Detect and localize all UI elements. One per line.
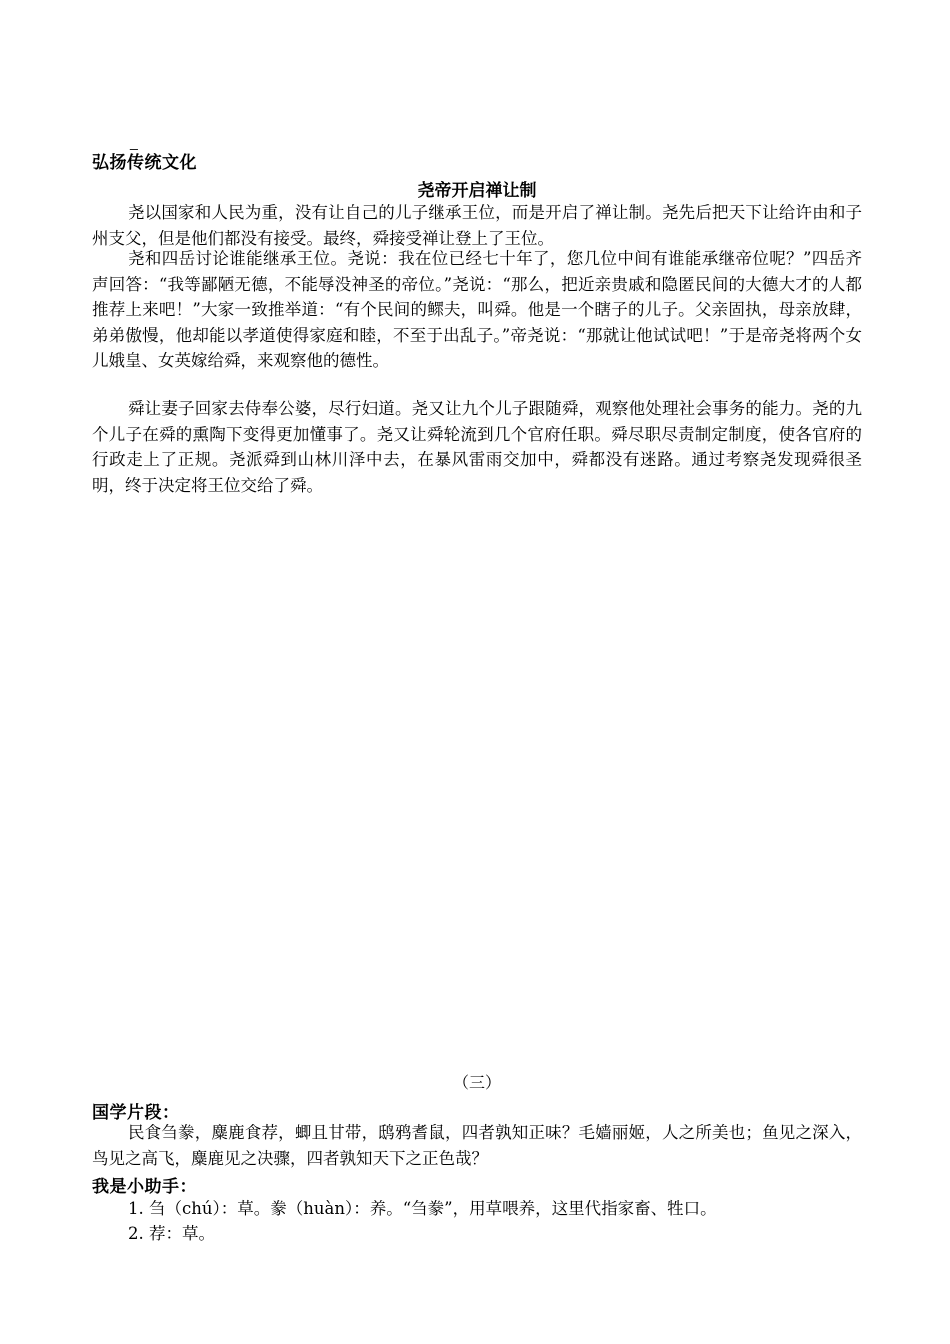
article-paragraph-2: 尧和四岳讨论谁能继承王位。尧说：我在位已经七十年了，您几位中间有谁能承继帝位呢？”四岳齐声回答：“我等鄙陋无德，不能辱没神圣的帝位。”尧说：“那么，把近亲贵戚和隐匿民间的大德大才的人都推荐上来吧！”大家一致推举道：“有个民间的鳏夫，叫舜。他是一个瞎子的儿子。父亲固执，母亲放肆，弟弟傲慢，他却能以孝道使得家庭和睦，不至于出乱子。”帝尧说：“那就让他试试吧！”于是帝尧将两个女儿娥皇、女英嫁给舜，来观察他的德性。 <box>92 249 862 370</box>
guoxue-heading: 国学片段： <box>92 1103 180 1123</box>
section-heading: 弘扬传统文化 <box>92 153 197 173</box>
guoxue-text: 民食刍豢，麋鹿食荐，蝍且甘带，鸱鸦耆鼠，四者孰知正味？毛嫱丽姬，人之所美也；鱼见之深入，鸟见之高飞，麋鹿见之决骤，四者孰知天下之正色哉？ <box>92 1123 862 1168</box>
article-title: 尧帝开启禅让制 <box>417 181 537 201</box>
helper-item-2: 2. 荐：草。 <box>128 1224 215 1243</box>
helper-item-1: 1. 刍（chú）：草。豢（huàn）：养。“刍豢”，用草喂养，这里代指家畜、牲口。 <box>128 1199 717 1218</box>
helper-heading: 我是小助手： <box>92 1177 197 1197</box>
top-marker: _ <box>130 134 138 150</box>
article-paragraph-1: 尧以国家和人民为重，没有让自己的儿子继承王位，而是开启了禅让制。尧先后把天下让给许由和子州支父，但是他们都没有接受。最终，舜接受禅让登上了王位。 <box>92 203 862 248</box>
part-label: （三） <box>452 1073 501 1092</box>
article-paragraph-3: 舜让妻子回家去侍奉公婆，尽行妇道。尧又让九个儿子跟随舜，观察他处理社会事务的能力。尧的九个儿子在舜的熏陶下变得更加懂事了。尧又让舜轮流到几个官府任职。舜尽职尽责制定制度，使各官府的行政走上了正规。尧派舜到山林川泽中去，在暴风雷雨交加中，舜都没有迷路。通过考察尧发现舜很圣明，终于决定将王位交给了舜。 <box>92 399 862 495</box>
